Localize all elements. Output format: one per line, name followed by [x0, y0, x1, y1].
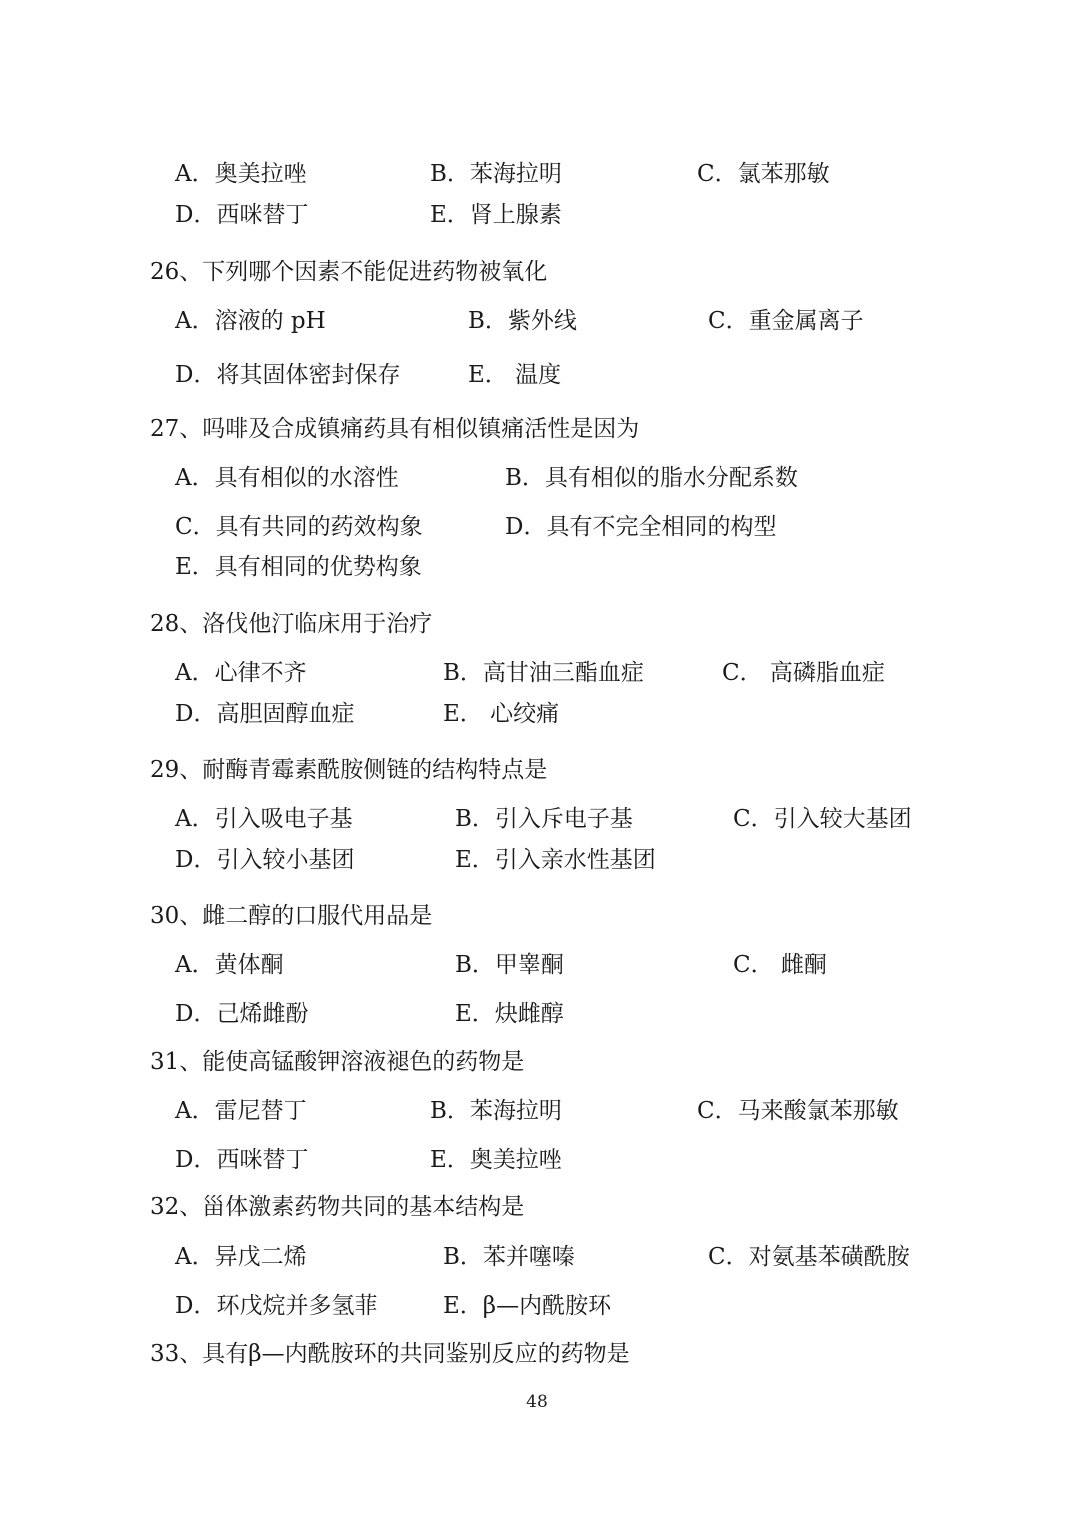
answer-option: C．重金属离子	[708, 308, 864, 334]
answer-option: E．炔雌醇	[455, 1001, 564, 1027]
answer-option: A．引入吸电子基	[175, 806, 353, 832]
answer-option: B．苯海拉明	[430, 161, 562, 187]
answer-option: A．异戊二烯	[175, 1244, 307, 1270]
answer-option: A．奥美拉唑	[175, 161, 307, 187]
answer-option: C．马来酸氯苯那敏	[697, 1098, 899, 1124]
answer-option: B．紫外线	[468, 308, 577, 334]
answer-option: E．引入亲水性基团	[455, 847, 656, 873]
answer-option: A．具有相似的水溶性	[175, 465, 399, 491]
answer-option: B．苯并噻嗪	[443, 1244, 575, 1270]
answer-option: B．引入斥电子基	[455, 806, 633, 832]
answer-option: C．对氨基苯磺酰胺	[708, 1244, 910, 1270]
answer-option: E．肾上腺素	[430, 202, 562, 228]
question-stem: 28、洛伐他汀临床用于治疗	[150, 611, 433, 637]
answer-option: D．己烯雌酚	[175, 1001, 309, 1027]
answer-option: C．氯苯那敏	[697, 161, 830, 187]
answer-option: E．具有相同的优势构象	[175, 554, 422, 580]
answer-option: D．环戊烷并多氢菲	[175, 1293, 378, 1319]
answer-option: B．高甘油三酯血症	[443, 660, 644, 686]
answer-option: E．β—内酰胺环	[443, 1293, 612, 1319]
answer-option: E． 温度	[468, 362, 562, 388]
question-stem: 31、能使高锰酸钾溶液褪色的药物是	[150, 1049, 525, 1075]
answer-option: B．甲睾酮	[455, 952, 564, 978]
answer-option: C．具有共同的药效构象	[175, 514, 423, 540]
answer-option: D．高胆固醇血症	[175, 701, 355, 727]
answer-option: E． 心绞痛	[443, 701, 560, 727]
answer-option: A．心律不齐	[175, 660, 307, 686]
answer-option: D．引入较小基团	[175, 847, 355, 873]
answer-option: A．黄体酮	[175, 952, 284, 978]
answer-option: E．奥美拉唑	[430, 1147, 562, 1173]
answer-option: D．将其固体密封保存	[175, 362, 401, 388]
answer-option: A．溶液的 pH	[175, 308, 326, 334]
answer-option: B．具有相似的脂水分配系数	[505, 465, 798, 491]
answer-option: C． 雌酮	[733, 952, 827, 978]
answer-option: D．西咪替丁	[175, 202, 309, 228]
answer-option: D．具有不完全相同的构型	[505, 514, 777, 540]
answer-option: D．西咪替丁	[175, 1147, 309, 1173]
question-stem: 26、下列哪个因素不能促进药物被氧化	[150, 259, 548, 285]
page-number: 48	[526, 1392, 548, 1412]
question-stem: 29、耐酶青霉素酰胺侧链的结构特点是	[150, 757, 548, 783]
question-stem: 33、具有β—内酰胺环的共同鉴别反应的药物是	[150, 1341, 630, 1367]
question-stem: 27、吗啡及合成镇痛药具有相似镇痛活性是因为	[150, 416, 640, 442]
answer-option: B．苯海拉明	[430, 1098, 562, 1124]
answer-option: A．雷尼替丁	[175, 1098, 307, 1124]
question-stem: 32、甾体激素药物共同的基本结构是	[150, 1194, 525, 1220]
answer-option: C． 高磷脂血症	[722, 660, 885, 686]
question-stem: 30、雌二醇的口服代用品是	[150, 903, 433, 929]
answer-option: C．引入较大基团	[733, 806, 912, 832]
